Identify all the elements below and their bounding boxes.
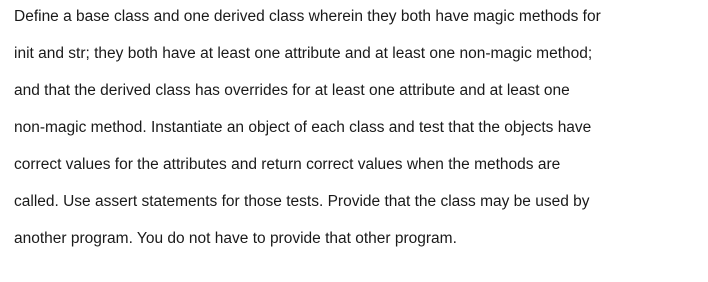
- text-line: non-magic method. Instantiate an object of each class and test that the objects have: [14, 119, 592, 136]
- text-line: init and str; they both have at least one attribute and at least one non-magic method;: [14, 45, 593, 62]
- text-line: and that the derived class has overrides for at least one attribute and at least one: [14, 82, 570, 99]
- text-line: Define a base class and one derived class wherein they both have magic methods for: [14, 8, 601, 25]
- text-line: another program. You do not have to provide that other program.: [14, 230, 457, 247]
- text-line: called. Use assert statements for those tests. Provide that the class may be used by: [14, 193, 590, 210]
- text-line: correct values for the attributes and return correct values when the methods are: [14, 156, 561, 173]
